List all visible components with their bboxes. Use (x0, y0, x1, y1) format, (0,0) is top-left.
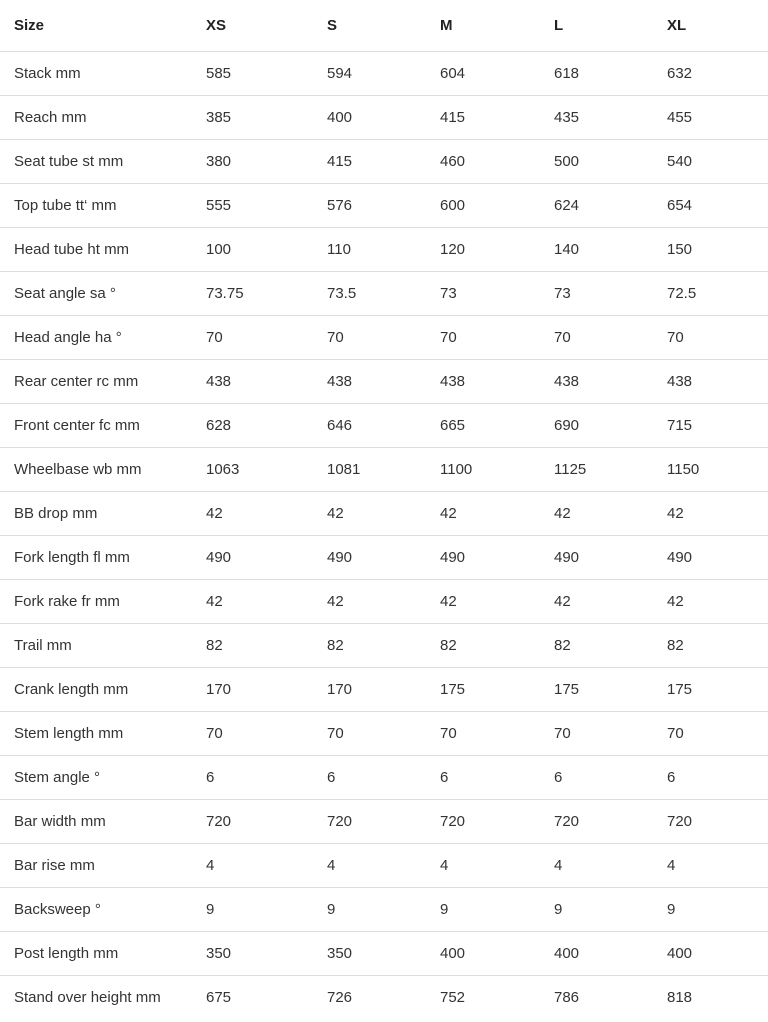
row-value: 82 (313, 624, 426, 668)
row-label: Rear center rc mm (0, 360, 192, 404)
row-value: 438 (313, 360, 426, 404)
row-value: 4 (426, 844, 540, 888)
row-value: 540 (653, 140, 768, 184)
header-size-m: M (426, 0, 540, 52)
table-row (0, 404, 768, 448)
row-value: 70 (653, 712, 768, 756)
row-label: Stack mm (0, 52, 192, 96)
header-size-xl: XL (653, 0, 768, 52)
row-value: 42 (313, 580, 426, 624)
row-value: 150 (653, 228, 768, 272)
table-row (0, 184, 768, 228)
table-row (0, 448, 768, 492)
row-value: 490 (192, 536, 313, 580)
row-value: 752 (440, 989, 466, 1006)
row-value: 120 (426, 228, 540, 272)
row-label: Crank length mm (0, 668, 192, 712)
row-value: 818 (667, 989, 693, 1006)
row-value: 1100 (426, 448, 540, 492)
row-value: 555 (192, 184, 313, 228)
row-value: 9 (313, 888, 426, 932)
table-row (0, 844, 768, 888)
table-row (0, 580, 768, 624)
table-row (0, 96, 768, 140)
row-value: 4 (313, 844, 426, 888)
row-value: 786 (554, 989, 580, 1006)
row-value: 9 (653, 888, 768, 932)
header-size-s: S (313, 0, 426, 52)
row-value: 654 (653, 184, 768, 228)
row-value: 720 (313, 800, 426, 844)
row-value: 720 (540, 800, 653, 844)
row-value: 82 (426, 624, 540, 668)
row-value: 490 (426, 536, 540, 580)
table-row (0, 888, 768, 932)
table-row (0, 360, 768, 404)
row-value: 720 (192, 800, 313, 844)
geometry-table-body (0, 52, 768, 1020)
row-label: Stand over height mm (14, 989, 161, 1006)
row-value: 380 (192, 140, 313, 184)
row-value: 350 (313, 932, 426, 976)
row-value: 170 (313, 668, 426, 712)
row-value: 438 (653, 360, 768, 404)
row-value: 618 (540, 52, 653, 96)
row-value: 42 (192, 492, 313, 536)
row-value: 70 (192, 316, 313, 360)
row-value: 73.75 (192, 272, 313, 316)
row-value: 415 (426, 96, 540, 140)
table-row (0, 140, 768, 184)
row-value: 665 (426, 404, 540, 448)
table-row (0, 712, 768, 756)
row-value: 42 (653, 580, 768, 624)
row-value: 70 (192, 712, 313, 756)
row-label: Reach mm (0, 96, 192, 140)
row-label: Fork length fl mm (0, 536, 192, 580)
header-size-label: Size (0, 0, 192, 52)
row-label: Front center fc mm (0, 404, 192, 448)
row-value: 400 (540, 932, 653, 976)
row-value: 600 (426, 184, 540, 228)
table-row (0, 976, 768, 1020)
row-label: Head tube ht mm (0, 228, 192, 272)
row-value: 170 (192, 668, 313, 712)
row-value: 604 (426, 52, 540, 96)
table-row (0, 272, 768, 316)
row-value: 6 (653, 756, 768, 800)
row-value: 646 (313, 404, 426, 448)
table-row (0, 536, 768, 580)
row-value: 9 (540, 888, 653, 932)
row-value: 500 (540, 140, 653, 184)
row-value: 42 (192, 580, 313, 624)
row-label: Seat tube st mm (0, 140, 192, 184)
row-value: 6 (313, 756, 426, 800)
row-value: 9 (426, 888, 540, 932)
row-label: Top tube tt‘ mm (0, 184, 192, 228)
row-value: 73.5 (313, 272, 426, 316)
table-row (0, 52, 768, 96)
row-label: Trail mm (0, 624, 192, 668)
header-row (0, 0, 768, 52)
row-value: 4 (653, 844, 768, 888)
row-value: 70 (540, 316, 653, 360)
row-value: 175 (426, 668, 540, 712)
row-label: Stem angle ° (0, 756, 192, 800)
row-value: 42 (653, 492, 768, 536)
row-value: 82 (540, 624, 653, 668)
row-value: 1063 (192, 448, 313, 492)
row-value: 400 (313, 96, 426, 140)
row-value: 9 (192, 888, 313, 932)
table-row (0, 316, 768, 360)
row-value: 42 (313, 492, 426, 536)
row-value: 72.5 (653, 272, 768, 316)
row-label: Stem length mm (0, 712, 192, 756)
row-value: 720 (426, 800, 540, 844)
row-value: 6 (426, 756, 540, 800)
row-value: 1081 (313, 448, 426, 492)
row-value: 1150 (653, 448, 768, 492)
row-value: 594 (313, 52, 426, 96)
row-value: 490 (313, 536, 426, 580)
row-value: 175 (653, 668, 768, 712)
row-value: 73 (540, 272, 653, 316)
row-label: Bar rise mm (0, 844, 192, 888)
geometry-table-head (0, 0, 768, 52)
table-row (0, 756, 768, 800)
row-value: 42 (540, 492, 653, 536)
row-value: 632 (653, 52, 768, 96)
row-label: Fork rake fr mm (0, 580, 192, 624)
row-value: 490 (540, 536, 653, 580)
row-value: 4 (192, 844, 313, 888)
row-label: Seat angle sa ° (0, 272, 192, 316)
row-value: 70 (313, 316, 426, 360)
row-value: 415 (313, 140, 426, 184)
row-value: 42 (426, 580, 540, 624)
row-value: 490 (653, 536, 768, 580)
row-value: 715 (653, 404, 768, 448)
row-value: 70 (313, 712, 426, 756)
row-value: 624 (540, 184, 653, 228)
row-value: 400 (653, 932, 768, 976)
row-label: Head angle ha ° (0, 316, 192, 360)
row-value: 73 (426, 272, 540, 316)
row-label: Bar width mm (0, 800, 192, 844)
row-value: 720 (653, 800, 768, 844)
row-label: Wheelbase wb mm (0, 448, 192, 492)
row-value: 100 (192, 228, 313, 272)
row-value: 438 (426, 360, 540, 404)
row-value: 400 (426, 932, 540, 976)
row-value: 455 (653, 96, 768, 140)
row-value: 438 (192, 360, 313, 404)
row-value: 42 (426, 492, 540, 536)
row-value: 1125 (540, 448, 653, 492)
table-row (0, 668, 768, 712)
row-value: 350 (192, 932, 313, 976)
row-value: 70 (426, 712, 540, 756)
table-row (0, 800, 768, 844)
table-row (0, 228, 768, 272)
row-value: 726 (327, 989, 353, 1006)
row-value: 82 (192, 624, 313, 668)
header-size-l: L (540, 0, 653, 52)
row-value: 460 (426, 140, 540, 184)
row-label: BB drop mm (0, 492, 192, 536)
row-value: 385 (192, 96, 313, 140)
row-value: 4 (540, 844, 653, 888)
row-label: Backsweep ° (0, 888, 192, 932)
header-size-xs: XS (192, 0, 313, 52)
row-label: Post length mm (0, 932, 192, 976)
row-value: 675 (206, 989, 232, 1006)
row-value: 6 (540, 756, 653, 800)
row-value: 70 (426, 316, 540, 360)
table-row (0, 492, 768, 536)
row-value: 576 (313, 184, 426, 228)
row-value: 585 (192, 52, 313, 96)
row-value: 70 (540, 712, 653, 756)
table-row (0, 624, 768, 668)
row-value: 6 (192, 756, 313, 800)
row-value: 70 (653, 316, 768, 360)
row-value: 435 (540, 96, 653, 140)
row-value: 175 (540, 668, 653, 712)
row-value: 42 (540, 580, 653, 624)
table-row (0, 932, 768, 976)
row-value: 628 (192, 404, 313, 448)
row-value: 438 (540, 360, 653, 404)
row-value: 110 (313, 228, 426, 272)
row-value: 690 (540, 404, 653, 448)
row-value: 82 (653, 624, 768, 668)
row-value: 140 (540, 228, 653, 272)
